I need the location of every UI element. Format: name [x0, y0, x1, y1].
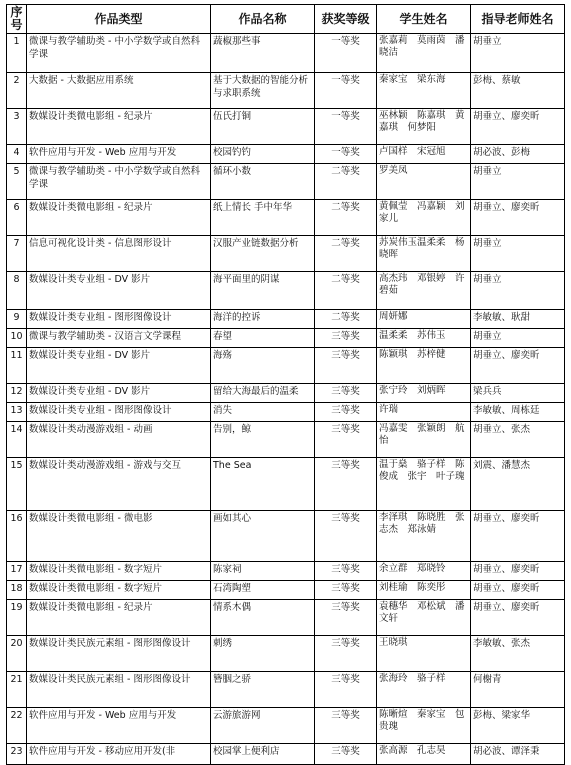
- row-teachers: 胡垂立、廖奕昕: [471, 109, 565, 145]
- row-type: 数媒设计类微电影组 - 微电影: [27, 511, 211, 562]
- row-seq: 7: [7, 236, 27, 272]
- row-type: 数媒设计类专业组 - DV 影片: [27, 384, 211, 403]
- row-students: 周妍娜: [377, 310, 471, 329]
- row-award: 三等奖: [315, 403, 377, 422]
- table-row: [7, 600, 565, 636]
- row-award: 二等奖: [315, 310, 377, 329]
- row-name: 石湾陶塑: [211, 581, 315, 600]
- row-teachers: 李敏敏、耿甜: [471, 310, 565, 329]
- awards-table: [6, 4, 565, 765]
- row-type: 数媒设计类微电影组 - 纪录片: [27, 109, 211, 145]
- row-teachers: 胡垂立: [471, 272, 565, 310]
- row-teachers: 胡垂立、廖奕昕: [471, 600, 565, 636]
- row-award: 二等奖: [315, 236, 377, 272]
- table-row: [7, 562, 565, 581]
- row-students: 陈晰煊 秦家宝 包贵瑰: [377, 708, 471, 744]
- row-name: 海殇: [211, 348, 315, 384]
- row-seq: 22: [7, 708, 27, 744]
- row-award: 二等奖: [315, 164, 377, 200]
- row-award: 一等奖: [315, 145, 377, 164]
- row-students: 罗美凤: [377, 164, 471, 200]
- row-teachers: 胡垂立: [471, 236, 565, 272]
- row-type: 数媒设计类民族元素组 - 图形图像设计: [27, 672, 211, 708]
- row-seq: 15: [7, 458, 27, 511]
- row-students: 温于燊 骆子样 陈俊成 张宇 叶子瑰: [377, 458, 471, 511]
- table-row: [7, 310, 565, 329]
- table-row: [7, 34, 565, 73]
- row-award: 二等奖: [315, 200, 377, 236]
- header-award: 获奖等级: [315, 5, 377, 34]
- row-type: 软件应用与开发 - Web 应用与开发: [27, 145, 211, 164]
- row-award: 一等奖: [315, 109, 377, 145]
- row-award: 三等奖: [315, 511, 377, 562]
- row-students: 秦家宝 梁东海: [377, 73, 471, 109]
- row-seq: 18: [7, 581, 27, 600]
- row-students: 冯嘉雯 张颖朗 航怡: [377, 422, 471, 458]
- row-seq: 23: [7, 744, 27, 765]
- row-students: 张海玲 骆子样: [377, 672, 471, 708]
- table-row: [7, 672, 565, 708]
- row-type: 微课与教学辅助类 - 中小学数学或自然科学课: [27, 34, 211, 73]
- row-name: 蔬椒那些事: [211, 34, 315, 73]
- table-row: [7, 511, 565, 562]
- row-name: 汉服产业链数据分析: [211, 236, 315, 272]
- row-name: 春望: [211, 329, 315, 348]
- row-award: 三等奖: [315, 329, 377, 348]
- row-type: 微课与教学辅助类 - 汉语言文学课程: [27, 329, 211, 348]
- row-name: 画如其心: [211, 511, 315, 562]
- row-teachers: 胡垂立、廖奕昕: [471, 511, 565, 562]
- header-name: 作品名称: [211, 5, 315, 34]
- row-seq: 5: [7, 164, 27, 200]
- row-name: 海平面里的阴谋: [211, 272, 315, 310]
- row-students: 张高源 孔志昊: [377, 744, 471, 765]
- row-award: 三等奖: [315, 348, 377, 384]
- row-type: 数媒设计类微电影组 - 数字短片: [27, 562, 211, 581]
- header-teachers: 指导老师姓名: [471, 5, 565, 34]
- table-row: [7, 200, 565, 236]
- row-name: 纸上情长 手中年华: [211, 200, 315, 236]
- table-row: [7, 145, 565, 164]
- row-teachers: 胡垂立: [471, 329, 565, 348]
- row-seq: 9: [7, 310, 27, 329]
- row-type: 软件应用与开发 - Web 应用与开发: [27, 708, 211, 744]
- row-seq: 4: [7, 145, 27, 164]
- row-type: 数媒设计类动漫游戏组 - 游戏与交互: [27, 458, 211, 511]
- row-name: 消失: [211, 403, 315, 422]
- row-name: 刺绣: [211, 636, 315, 672]
- table-row: [7, 403, 565, 422]
- row-name: 伍氏打铜: [211, 109, 315, 145]
- table-row: [7, 73, 565, 109]
- row-seq: 19: [7, 600, 27, 636]
- table-row: [7, 708, 565, 744]
- row-name: The Sea: [211, 458, 315, 511]
- row-award: 三等奖: [315, 562, 377, 581]
- table-row: [7, 458, 565, 511]
- row-type: 数媒设计类专业组 - DV 影片: [27, 272, 211, 310]
- row-type: 微课与教学辅助类 - 中小学数学或自然科学课: [27, 164, 211, 200]
- row-teachers: 胡必波、谭泽秉: [471, 744, 565, 765]
- table-row: [7, 384, 565, 403]
- row-seq: 6: [7, 200, 27, 236]
- row-students: 李泽琪 陈晓胜 张志杰 郑泳婧: [377, 511, 471, 562]
- row-award: 三等奖: [315, 458, 377, 511]
- row-name: 簪胭之骄: [211, 672, 315, 708]
- row-award: 三等奖: [315, 672, 377, 708]
- row-students: 张嘉莉 莫雨茵 潘晓洁: [377, 34, 471, 73]
- row-teachers: 胡垂立、廖奕昕: [471, 348, 565, 384]
- row-type: 数媒设计类民族元素组 - 图形图像设计: [27, 636, 211, 672]
- row-seq: 2: [7, 73, 27, 109]
- row-teachers: 彭梅、梁家华: [471, 708, 565, 744]
- row-seq: 8: [7, 272, 27, 310]
- row-students: 袁穗华 邓松斌 潘文轩: [377, 600, 471, 636]
- row-name: 循环小数: [211, 164, 315, 200]
- row-seq: 11: [7, 348, 27, 384]
- row-teachers: 彭梅、蔡敏: [471, 73, 565, 109]
- row-award: 一等奖: [315, 34, 377, 73]
- row-seq: 20: [7, 636, 27, 672]
- row-students: 卢国样 宋冠旭: [377, 145, 471, 164]
- table-row: [7, 581, 565, 600]
- row-type: 数媒设计类专业组 - 图形图像设计: [27, 403, 211, 422]
- row-award: 三等奖: [315, 422, 377, 458]
- row-students: 黄佩莹 冯嘉颖 刘家儿: [377, 200, 471, 236]
- row-type: 数媒设计类微电影组 - 纪录片: [27, 600, 211, 636]
- row-type: 数媒设计类专业组 - DV 影片: [27, 348, 211, 384]
- row-award: 三等奖: [315, 744, 377, 765]
- row-name: 留给大海最后的温柔: [211, 384, 315, 403]
- row-students: 王晓琪: [377, 636, 471, 672]
- table-row: [7, 236, 565, 272]
- row-students: 巫林颖 陈嘉琪 黄嘉琪 何梦阳: [377, 109, 471, 145]
- row-type: 数媒设计类专业组 - 图形图像设计: [27, 310, 211, 329]
- row-teachers: 梁兵兵: [471, 384, 565, 403]
- row-award: 三等奖: [315, 600, 377, 636]
- header-students: 学生姓名: [377, 5, 471, 34]
- row-type: 数媒设计类动漫游戏组 - 动画: [27, 422, 211, 458]
- row-type: 信息可视化设计类 - 信息图形设计: [27, 236, 211, 272]
- row-seq: 13: [7, 403, 27, 422]
- row-name: 海洋的控诉: [211, 310, 315, 329]
- row-students: 余立群 郑晓铃: [377, 562, 471, 581]
- row-name: 校园掌上便利店: [211, 744, 315, 765]
- row-type: 大数据 - 大数据应用系统: [27, 73, 211, 109]
- row-award: 三等奖: [315, 708, 377, 744]
- row-students: 温柔柔 苏伟玉: [377, 329, 471, 348]
- row-teachers: 刘震、潘慧杰: [471, 458, 565, 511]
- row-award: 三等奖: [315, 581, 377, 600]
- row-teachers: 胡垂立、廖奕昕: [471, 200, 565, 236]
- table-row: [7, 744, 565, 765]
- row-award: 三等奖: [315, 384, 377, 403]
- row-seq: 10: [7, 329, 27, 348]
- row-name: 校园钓钓: [211, 145, 315, 164]
- row-type: 数媒设计类微电影组 - 纪录片: [27, 200, 211, 236]
- row-seq: 3: [7, 109, 27, 145]
- table-row: [7, 422, 565, 458]
- row-students: 苏炭伟玉温柔柔 杨晓晖: [377, 236, 471, 272]
- row-teachers: 胡垂立: [471, 164, 565, 200]
- row-teachers: 胡垂立: [471, 34, 565, 73]
- row-award: 二等奖: [315, 272, 377, 310]
- row-teachers: 李敏敏、周栋廷: [471, 403, 565, 422]
- row-seq: 16: [7, 511, 27, 562]
- table-row: [7, 272, 565, 310]
- row-type: 软件应用与开发 - 移动应用开发(非: [27, 744, 211, 765]
- row-seq: 1: [7, 34, 27, 73]
- row-name: 告别，鲸: [211, 422, 315, 458]
- table-row: [7, 329, 565, 348]
- table-row: [7, 636, 565, 672]
- row-seq: 14: [7, 422, 27, 458]
- row-students: 刘桂瑜 陈奕彤: [377, 581, 471, 600]
- row-teachers: 何榭青: [471, 672, 565, 708]
- row-students: 许瑞: [377, 403, 471, 422]
- row-teachers: 胡垂立、张杰: [471, 422, 565, 458]
- table-row: [7, 164, 565, 200]
- row-award: 三等奖: [315, 636, 377, 672]
- row-name: 基于大数据的智能分析与求职系统: [211, 73, 315, 109]
- row-seq: 21: [7, 672, 27, 708]
- row-name: 云游旅游网: [211, 708, 315, 744]
- row-teachers: 胡垂立、廖奕昕: [471, 562, 565, 581]
- row-name: 情系木偶: [211, 600, 315, 636]
- row-name: 陈家祠: [211, 562, 315, 581]
- row-seq: 12: [7, 384, 27, 403]
- row-students: 陈颖琪 苏梓健: [377, 348, 471, 384]
- row-type: 数媒设计类微电影组 - 数字短片: [27, 581, 211, 600]
- row-students: 高杰玮 邓银婷 许碧茹: [377, 272, 471, 310]
- row-students: 张宁玲 刘炳晖: [377, 384, 471, 403]
- row-award: 一等奖: [315, 73, 377, 109]
- row-teachers: 胡垂立、廖奕昕: [471, 581, 565, 600]
- header-row: [7, 5, 565, 34]
- header-type: 作品类型: [27, 5, 211, 34]
- row-seq: 17: [7, 562, 27, 581]
- table-row: [7, 109, 565, 145]
- header-seq: 序号: [7, 5, 27, 34]
- row-teachers: 胡必波、彭梅: [471, 145, 565, 164]
- row-teachers: 李敏敏、张杰: [471, 636, 565, 672]
- table-row: [7, 348, 565, 384]
